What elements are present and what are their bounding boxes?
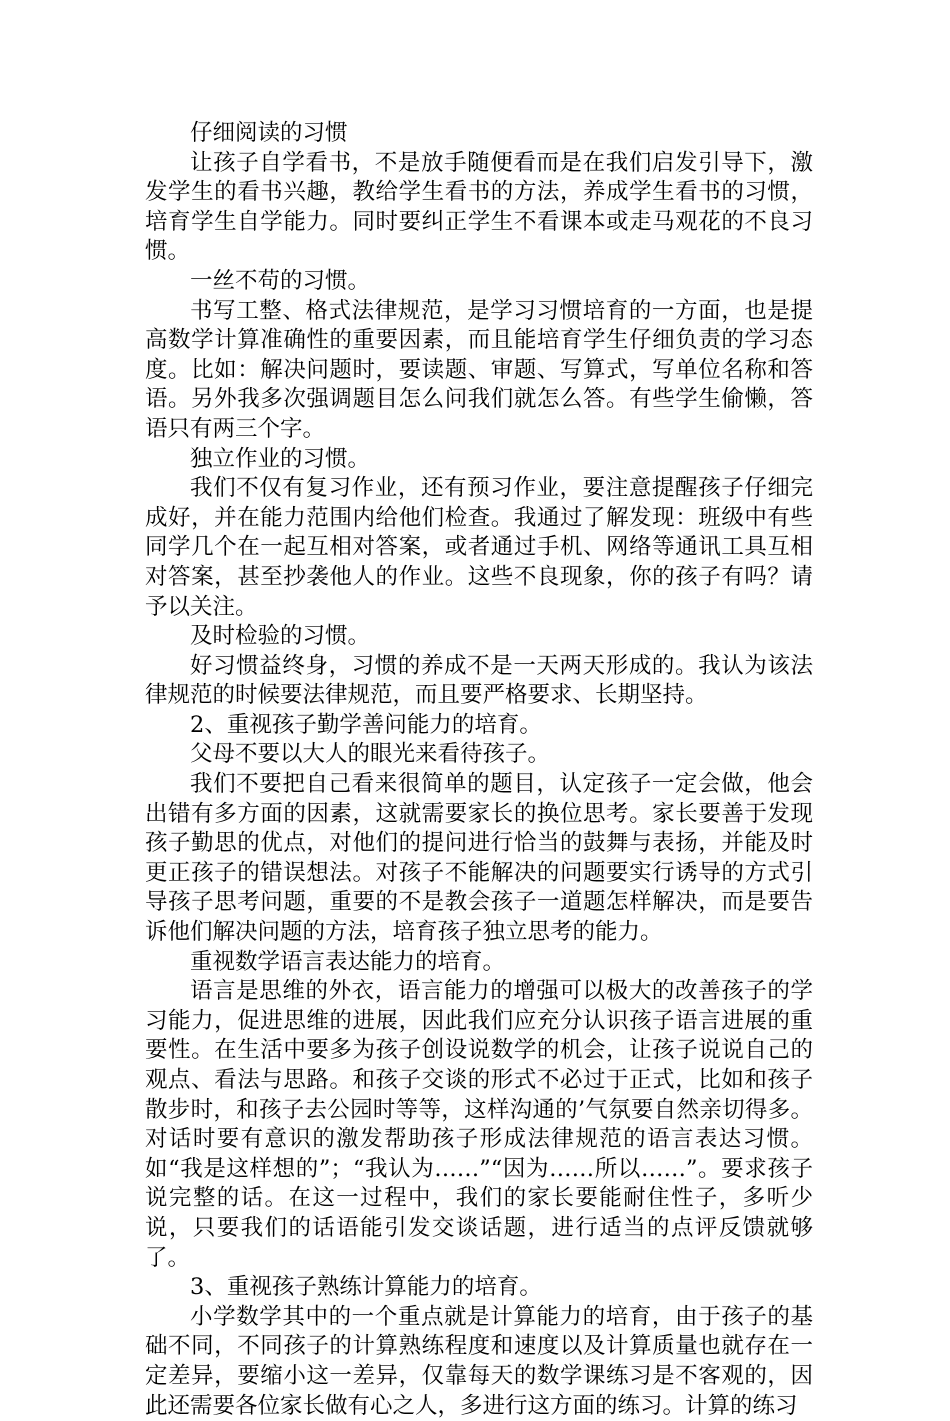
heading-timely-check: 及时检验的习惯。 xyxy=(190,623,371,650)
paragraph-parents: 我们不要把自己看来很简单的题目，认定孩子一定会做，他会出错有多方面的因素，这就需要家长的换位思考。家长要善于发现孩子勤思的优点，对他们的提问进行恰当的鼓舞与表扬，并能及时更正孩子的错误想法。对孩子不能解决的问题要实行诱导的方式引导孩子思考问题，重要的不是教会孩子一道题怎样解决，而是要告诉他们解决问题的方法，培育孩子独立思考的能力。 xyxy=(145,771,813,946)
heading-meticulous: 一丝不苟的习惯。 xyxy=(190,267,371,294)
paragraph-language: 语言是思维的外衣，语言能力的增强可以极大的改善孩子的学习能力，促进思维的进展，因此我们应充分认识孩子语言进展的重要性。在生活中要多为孩子创设说数学的机会，让孩子说说自己的观点、看法与思路。和孩子交谈的形式不必过于正式，比如和孩子散步时，和孩子去公园时等等，这样沟通的’气氛要自然亲切得多。对话时要有意识的激发帮助孩子形成法律规范的语言表达习惯。如“我是这样想的”；“我认为……”“因为……所以……”。要求孩子说完整的话。在这一过程中，我们的家长要能耐住性子，多听少说，只要我们的话语能引发交谈话题，进行适当的点评反馈就够了。 xyxy=(145,978,813,1271)
heading-independent-work: 独立作业的习惯。 xyxy=(190,445,371,472)
document-body xyxy=(145,119,813,1421)
paragraph-neat-writing: 书写工整、格式法律规范，是学习习惯培育的一方面，也是提高数学计算准确性的重要因素，而且能培育学生仔细负责的学习态度。比如：解决问题时，要读题、审题、写算式，写单位名称和答语。另外我多次强调题目怎么问我们就怎么答。有些学生偷懒，答语只有两三个字。 xyxy=(145,297,813,442)
heading-math-language: 重视数学语言表达能力的培育。 xyxy=(190,948,506,975)
paragraph-calculation: 小学数学其中的一个重点就是计算能力的培育，由于孩子的基础不同，不同孩子的计算熟练程度和速度以及计算质量也就存在一定差异，要缩小这一差异，仅靠每天的数学课练习是不客观的，因此还需要各位家长做有心之人，多进行这方面的练习。计算的练习 xyxy=(145,1303,813,1419)
heading-parents-view: 父母不要以大人的眼光来看待孩子。 xyxy=(190,741,551,768)
paragraph-self-study: 让孩子自学看书，不是放手随便看而是在我们启发引导下，激发学生的看书兴趣，教给学生看书的方法，养成学生看书的习惯，培育学生自学能力。同时要纠正学生不看课本或走马观花的不良习惯。 xyxy=(145,149,813,265)
heading-careful-reading: 仔细阅读的习惯 xyxy=(190,120,348,146)
section-heading-3: 3、重视孩子熟练计算能力的培育。 xyxy=(190,1274,542,1301)
section-heading-2: 2、重视孩子勤学善问能力的培育。 xyxy=(190,711,542,738)
paragraph-homework: 我们不仅有复习作业，还有预习作业，要注意提醒孩子仔细完成好，并在能力范围内给他们检查。我通过了解发现：班级中有些同学几个在一起互相对答案，或者通过手机、网络等通讯工具互相对答案，甚至抄袭他人的作业。这些不良现象，你的孩子有吗？请予以关注。 xyxy=(145,475,813,620)
paragraph-good-habits: 好习惯益终身，习惯的养成不是一天两天形成的。我认为该法律规范的时候要法律规范，而且要严格要求、长期坚持。 xyxy=(145,652,813,709)
